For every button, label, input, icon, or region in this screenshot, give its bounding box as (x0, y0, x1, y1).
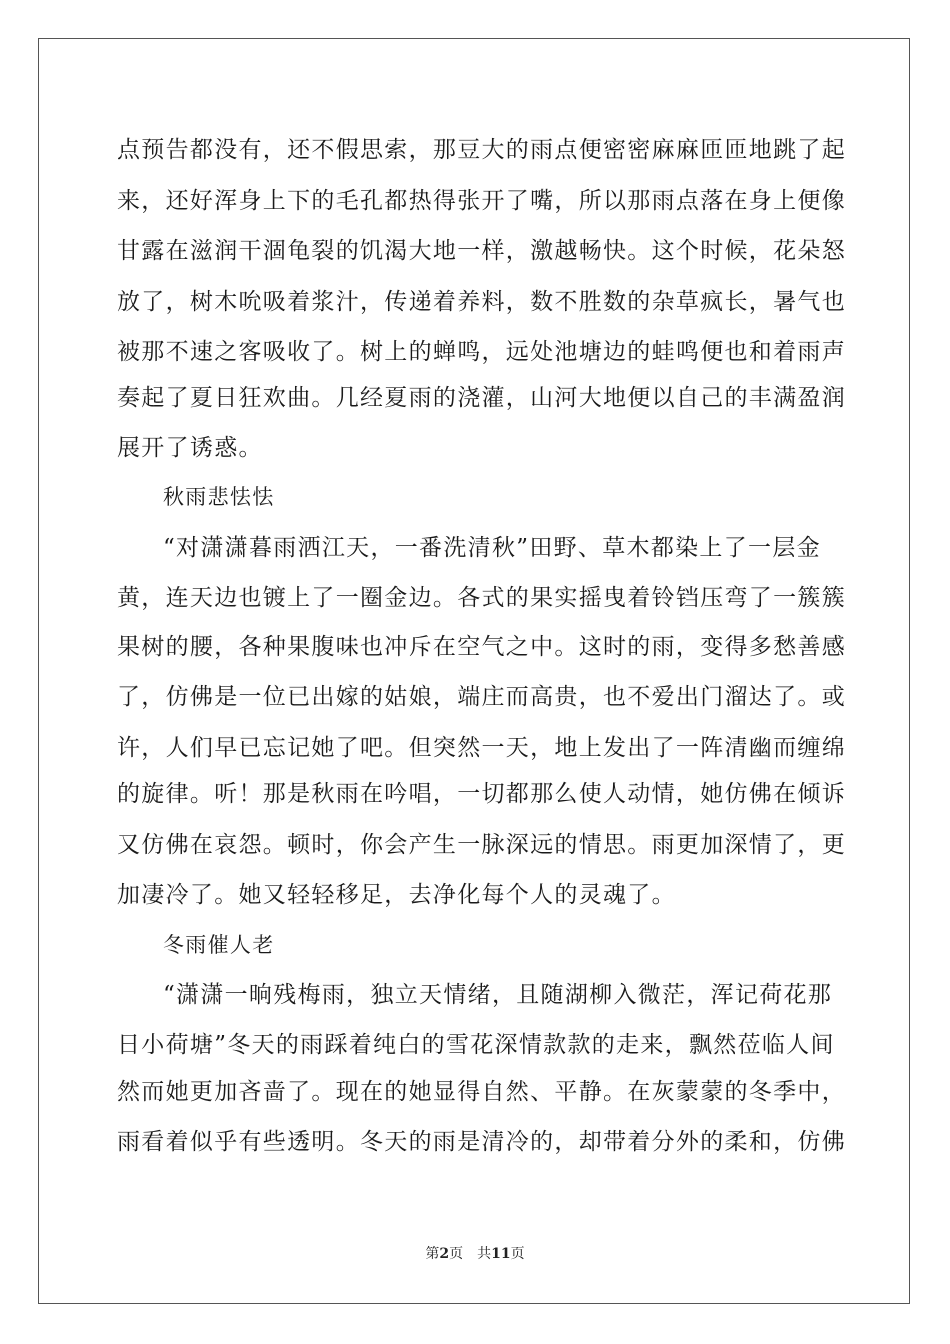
body-line: 点预告都没有，还不假思索，那豆大的雨点便密密麻麻匝匝地跳了起 (117, 137, 846, 163)
body-line: 奏起了夏日狂欢曲。几经夏雨的浇灌，山河大地便以自己的丰满盈润 (117, 385, 846, 411)
body-line: “对潇潇暮雨洒江天，一番洗清秋”田野、草木都染上了一层金 (163, 535, 821, 561)
body-line: 来，还好浑身上下的毛孔都热得张开了嘴，所以那雨点落在身上便像 (117, 188, 846, 214)
body-line: 日小荷塘”冬天的雨踩着纯白的雪花深情款款的走来，飘然莅临人间 (117, 1032, 835, 1058)
body-line: 果树的腰，各种果腹味也冲斥在空气之中。这时的雨，变得多愁善感 (117, 634, 846, 660)
body-line: 黄，连天边也镀上了一圈金边。各式的果实摇曳着铃铛压弯了一簇簇 (117, 585, 846, 611)
body-line: 展开了诱惑。 (117, 435, 263, 461)
page-border (38, 38, 910, 1304)
body-line: 雨看着似乎有些透明。冬天的雨是清冷的，却带着分外的柔和，仿佛 (117, 1129, 846, 1155)
page-number-label: 第2页 (425, 1246, 464, 1262)
total-pages-label: 共11页 (477, 1246, 525, 1262)
body-line: 许，人们早已忘记她了吧。但突然一天，地上发出了一阵清幽而缠绵 (117, 735, 846, 761)
body-line: 又仿佛在哀怨。顿时，你会产生一脉深远的情思。雨更加深情了，更 (117, 832, 846, 858)
body-line: 加凄冷了。她又轻轻移足，去净化每个人的灵魂了。 (117, 882, 676, 908)
page-footer (0, 1244, 950, 1264)
body-line: 放了，树木吮吸着浆汁，传递着养料，数不胜数的杂草疯长，暑气也 (117, 289, 846, 315)
section-heading-winter: 冬雨催人老 (163, 933, 275, 957)
body-line: 的旋律。听！那是秋雨在吟唱，一切都那么使人动情，她仿佛在倾诉 (117, 781, 846, 807)
body-line: 被那不速之客吸收了。树上的蝉鸣，远处池塘边的蛙鸣便也和着雨声 (117, 339, 846, 365)
body-line: “潇潇一晌残梅雨，独立天情绪，且随湖柳入微茫，浑记荷花那 (163, 982, 833, 1008)
section-heading-autumn: 秋雨悲怯怯 (163, 485, 275, 509)
body-line: 甘露在滋润干涸龟裂的饥渴大地一样，激越畅快。这个时候，花朵怒 (117, 238, 846, 264)
body-line: 了，仿佛是一位已出嫁的姑娘，端庄而高贵，也不爱出门溜达了。或 (117, 684, 846, 710)
body-line: 然而她更加吝啬了。现在的她显得自然、平静。在灰蒙蒙的冬季中， (117, 1079, 846, 1105)
